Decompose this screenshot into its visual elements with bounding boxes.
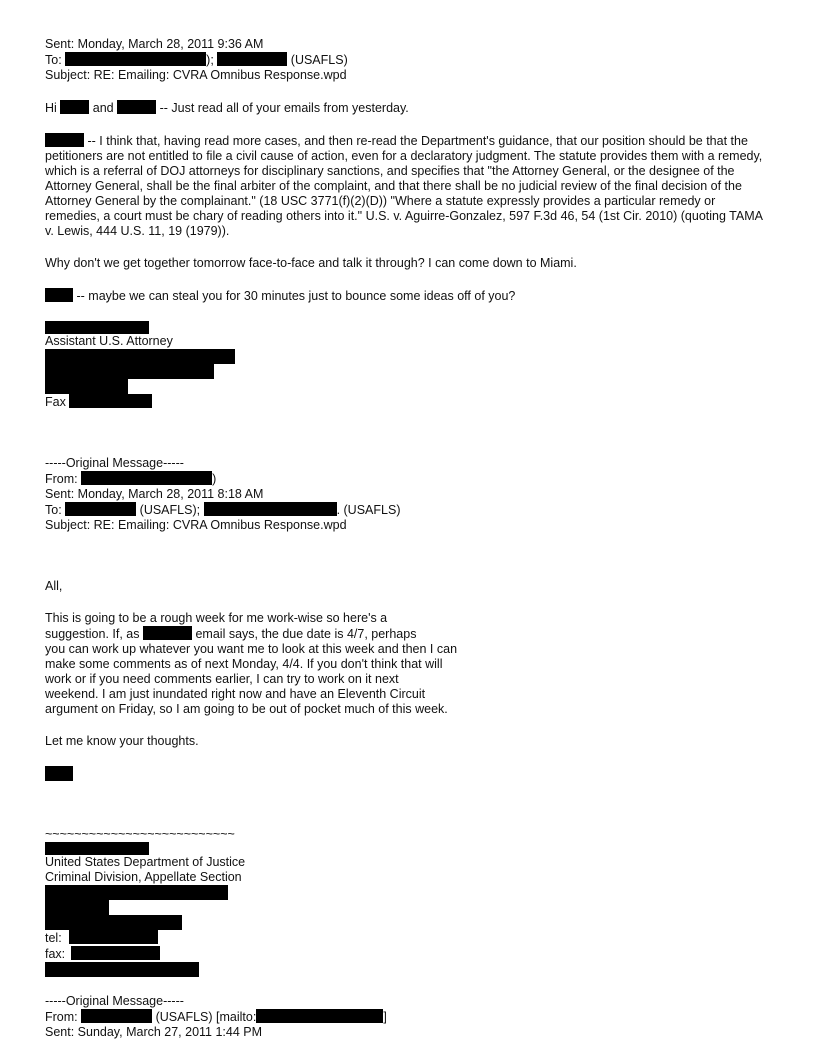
from-suffix: ) (212, 472, 217, 486)
redaction-bar (65, 52, 206, 66)
body-paragraph-1 (45, 133, 773, 239)
redaction-bar (65, 502, 136, 516)
redaction-bar (45, 288, 73, 302)
redaction-bar (45, 133, 84, 147)
body-line (45, 626, 785, 642)
redaction-bar (69, 930, 158, 944)
department-name: United States Department of Justice (45, 855, 246, 869)
redaction-bar (81, 1009, 152, 1023)
redaction-bar (71, 946, 160, 960)
to-line (45, 52, 785, 68)
closing-line: Let me know your thoughts. (45, 734, 199, 748)
from-org: (USAFLS) [mailto: (155, 1010, 257, 1024)
body-line: work or if you need comments earlier, I can try to work on it next (45, 672, 399, 686)
body-paragraph-1-text: -- I think that, having read more cases, and then re-read the Department's guidance, that our position should be that the petitioners are not entitled to file a civil cause of action, even for a declaratory judgment. The statute provides them with a remedy, which is a referral of DOJ attorneys for disciplinary sanctions, and specifies that "the Attorney General, or the designee of the Attorney General, shall be the final arbiter of the complaint, and that there shall be no judicial review of the final decision of the Attorney General by the complainant." (18 USC 3771(f)(2)(D)) "Where a statute expressly provides a particular remedy or remedies, a court must be chary of reading others into it." U.S. v. Aguirre-Gonzalez, 597 F.3d 46, 54 (1st Cir. 2010) (quoting TAMA v. Lewis, 444 U.S. 11, 19 (1979)). (45, 134, 763, 238)
redaction-bar (69, 394, 152, 408)
body-paragraph-3-text: -- maybe we can steal you for 30 minutes just to bounce some ideas off of you? (76, 289, 516, 303)
redaction-bar (143, 626, 192, 640)
subject-line: Subject: RE: Emailing: CVRA Omnibus Response.wpd (45, 68, 347, 82)
sent-line: Sent: Sunday, March 27, 2011 1:44 PM (45, 1025, 263, 1039)
redaction-bar (204, 502, 337, 516)
body-line: you can work up whatever you want me to look at this week and then I can (45, 642, 458, 656)
redaction-bar (45, 885, 228, 900)
redaction-bar (81, 471, 212, 485)
redaction-bar (45, 915, 182, 930)
body-paragraph-2: Why don't we get together tomorrow face-to-face and talk it through? I can come down to Miami. (45, 256, 577, 270)
signature-title: Assistant U.S. Attorney (45, 334, 173, 348)
to-label: To: (45, 503, 62, 517)
sent-line: Sent: Monday, March 28, 2011 8:18 AM (45, 487, 264, 501)
redaction-bar (45, 766, 73, 781)
fax-line (45, 946, 785, 962)
salutation: All, (45, 579, 63, 593)
to-suffix: . (USAFLS) (336, 503, 401, 517)
redaction-bar (45, 379, 128, 394)
email-document (45, 37, 785, 1040)
body-line: argument on Friday, so I am going to be out of pocket much of this week. (45, 702, 448, 716)
to-label: To: (45, 53, 62, 67)
body-line-part: suggestion. If, as (45, 627, 140, 641)
to-org: (USAFLS); (139, 503, 201, 517)
greeting-line (45, 100, 785, 116)
greeting-and: and (92, 101, 114, 115)
greeting-rest: -- Just read all of your emails from yesterday. (159, 101, 409, 115)
body-line: make some comments as of next Monday, 4/4. If you don't think that will (45, 657, 443, 671)
redaction-bar (45, 900, 109, 915)
original-message-divider: -----Original Message----- (45, 994, 184, 1008)
greeting-hi: Hi (45, 101, 57, 115)
body-line: This is going to be a rough week for me work-wise so here's a (45, 611, 388, 625)
body-paragraph-3 (45, 288, 785, 304)
to-line (45, 502, 785, 518)
from-label: From: (45, 1010, 78, 1024)
redaction-bar (256, 1009, 383, 1023)
body-line-part: email says, the due date is 4/7, perhaps (195, 627, 417, 641)
message-body (45, 611, 785, 717)
signature-block (45, 321, 785, 410)
tel-line (45, 930, 785, 946)
body-line: weekend. I am just inundated right now and have an Eleventh Circuit (45, 687, 426, 701)
subject-line: Subject: RE: Emailing: CVRA Omnibus Response.wpd (45, 518, 347, 532)
from-line (45, 471, 785, 487)
redaction-bar (45, 349, 235, 364)
from-suffix: ] (383, 1010, 387, 1024)
sent-line: Sent: Monday, March 28, 2011 9:36 AM (45, 37, 264, 51)
tilde-divider: ~~~~~~~~~~~~~~~~~~~~~~~~~~ (45, 827, 235, 841)
from-line (45, 1009, 785, 1025)
redaction-bar (45, 321, 149, 334)
redaction-bar (60, 100, 89, 114)
redaction-bar (45, 842, 149, 855)
from-label: From: (45, 472, 78, 486)
fax-label: fax: (45, 947, 66, 961)
original-message-divider: -----Original Message----- (45, 456, 184, 470)
redaction-bar (117, 100, 156, 114)
redaction-bar (45, 364, 214, 379)
redaction-bar (45, 962, 199, 977)
redaction-bar (217, 52, 287, 66)
tel-label: tel: (45, 931, 62, 945)
division-name: Criminal Division, Appellate Section (45, 870, 242, 884)
fax-label: Fax (45, 395, 66, 409)
to-separator: ); (206, 53, 214, 67)
to-org: (USAFLS) (290, 53, 348, 67)
signature-fax (45, 394, 785, 410)
